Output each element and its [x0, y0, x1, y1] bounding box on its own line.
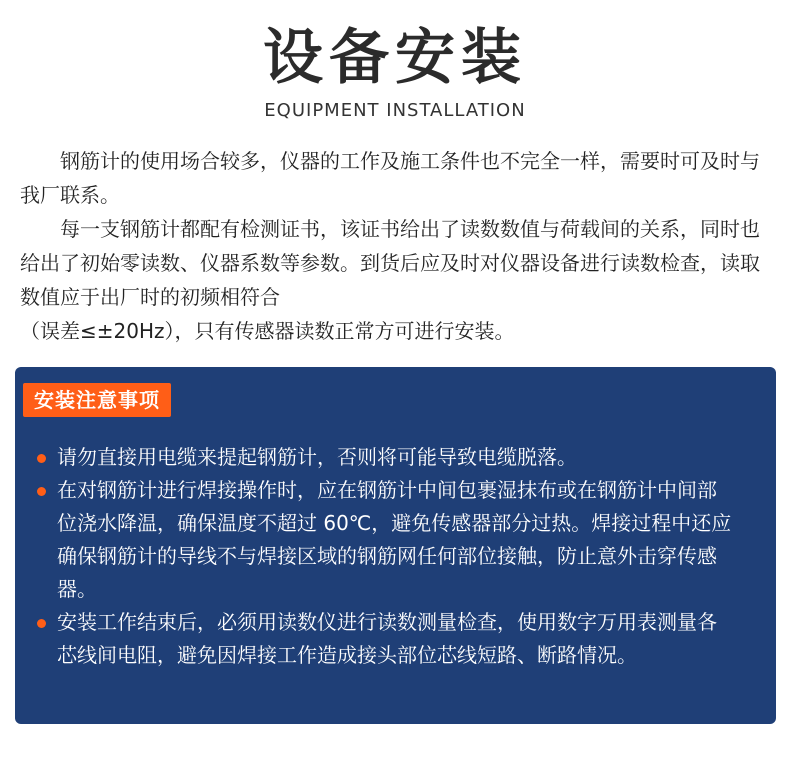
page-title: 设备安装 — [263, 23, 527, 93]
installation-notice-panel — [15, 367, 776, 724]
page-header — [0, 18, 790, 121]
notice-item-text: 请勿直接用电缆来提起钢筋计，否则将可能导致电缆脱落。 — [57, 445, 577, 469]
intro-paragraph-2-note: （误差≤±20Hz），只有传感器读数正常方可进行安装。 — [20, 319, 515, 343]
bullet-dot-icon — [37, 454, 46, 463]
intro-paragraph-1: 钢筋计的使用场合较多，仪器的工作及施工条件也不完全一样，需要时可及时与我厂联系。 — [20, 149, 760, 207]
notice-item-text: 安装工作结束后，必须用读数仪进行读数测量检查，使用数字万用表测量各芯线间电阻，避免因焊接工作造成接头部位芯线短路、断路情况。 — [57, 610, 717, 667]
intro-text — [20, 144, 772, 348]
notice-item — [35, 441, 735, 474]
bullet-dot-icon — [37, 487, 46, 496]
notice-item — [35, 606, 735, 672]
page-subtitle: EQUIPMENT INSTALLATION — [264, 100, 526, 121]
notice-item-text: 在对钢筋计进行焊接操作时，应在钢筋计中间包裹湿抹布或在钢筋计中间部位浇水降温，确保温度不超过 60℃，避免传感器部分过热。焊接过程中还应确保钢筋计的导线不与焊接区域的钢筋网任何部位接触，防止意外击穿传感器。 — [57, 478, 732, 601]
intro-paragraph-2-body: 每一支钢筋计都配有检测证书，该证书给出了读数数值与荷载间的关系，同时也给出了初始零读数、仪器系数等参数。到货后应及时对仪器设备进行读数检查，读取数值应于出厂时的初频相符合 — [20, 217, 760, 309]
notice-heading-badge: 安装注意事项 — [23, 383, 171, 417]
notice-list — [35, 441, 735, 672]
intro-paragraph-2 — [20, 212, 772, 348]
notice-item — [35, 474, 735, 606]
bullet-dot-icon — [37, 619, 46, 628]
